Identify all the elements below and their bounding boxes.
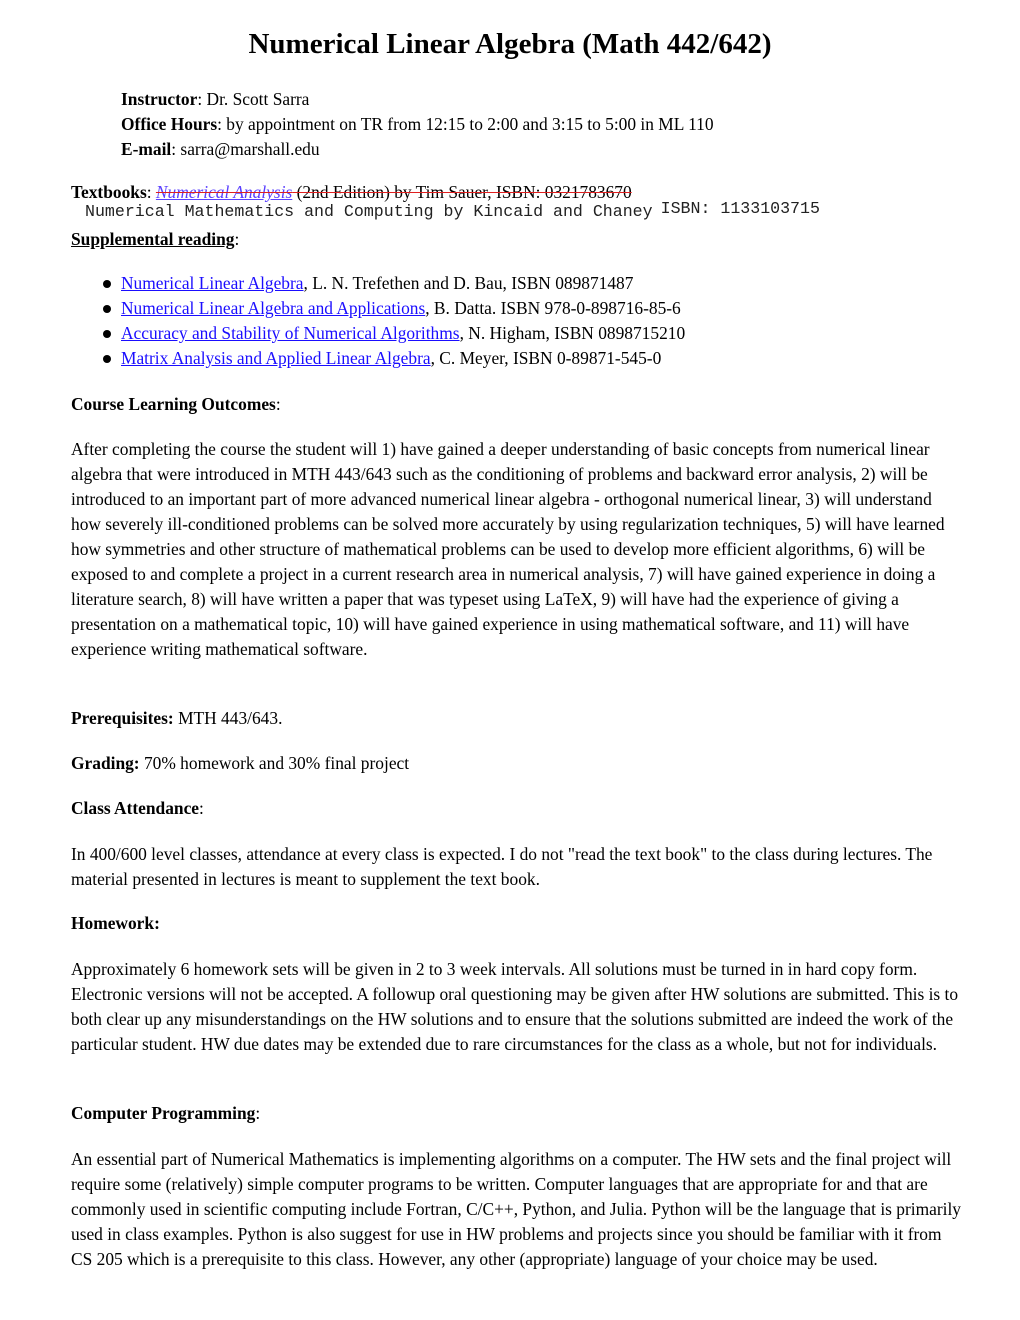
bullet-icon bbox=[103, 305, 111, 313]
grading-line: Grading: 70% homework and 30% final project bbox=[71, 753, 410, 773]
reading-link[interactable]: Numerical Linear Algebra and Applications bbox=[121, 298, 426, 318]
prerequisites-line: Prerequisites: MTH 443/643. bbox=[71, 708, 283, 728]
reading-link[interactable]: Numerical Linear Algebra bbox=[121, 273, 304, 293]
homework-text: Approximately 6 homework sets will be given in 2 to 3 week intervals. All solutions must be turned in in hard copy form. Electronic versions will not be accepted. A followup oral questioning may be given after HW solutions are submitted. This is to both clear up any misunderstandings on the HW solutions and to ensure that the solutions submitted are indeed the work of the particular student. HW due dates may be extended due to rare circumstances for the class as a whole, but not for individuals. bbox=[71, 959, 959, 1054]
supplemental-heading: Supplemental reading: bbox=[71, 229, 240, 249]
reading-link[interactable]: Matrix Analysis and Applied Linear Algebra bbox=[121, 348, 431, 368]
list-item: Accuracy and Stability of Numerical Algorithms, N. Higham, ISBN 0898715210 bbox=[71, 321, 685, 346]
outcomes-text: After completing the course the student will 1) have gained a deeper understanding of basic concepts from numerical linear algebra that were introduced in MTH 443/643 such as the conditioning of problems and backward error analysis, 2) will be introduced to an important part of more advanced numerical linear algebra - orthogonal numerical linear, 3) will understand how severely ill-conditioned problems can be solved more accurately by using regularization techniques, 5) will have learned how symmetries and other structure of mathematical problems can be used to develop more efficient algorithms, 6) will be exposed to and complete a project in a current research area in numerical analysis, 7) will have gained experience in doing a literature search, 8) will have written a paper that was typeset using LaTeX, 9) will have had the experience of giving a presentation on a mathematical topic, 10) will have gained experience in using mathematical software, and 11) will have experience writing mathematical software. bbox=[71, 439, 945, 659]
list-item: Matrix Analysis and Applied Linear Algebra, C. Meyer, ISBN 0-89871-545-0 bbox=[71, 346, 685, 371]
old-textbook-link[interactable]: Numerical Analysis bbox=[155, 182, 293, 202]
attendance-heading: Class Attendance: bbox=[71, 798, 204, 818]
bullet-icon bbox=[103, 280, 111, 288]
old-textbook: Numerical Analysis (2nd Edition) by Tim Sauer, ISBN: 0321783670 bbox=[155, 182, 632, 202]
textbooks-line: Textbooks: Numerical Analysis (2nd Edition) by Tim Sauer, ISBN: 0321783670 bbox=[71, 182, 632, 202]
bullet-icon bbox=[103, 330, 111, 338]
page-title: Numerical Linear Algebra (Math 442/642) bbox=[248, 28, 772, 60]
programming-text: An essential part of Numerical Mathematics is implementing algorithms on a computer. The HW sets and the final project will require some (relatively) simple computer programs to be written. Computer languages that are appropriate for and that are commonly used in scientific computing include Fortran, C/C++, Python, and Julia. Python will be the language that is primarily used in class examples. Python is also suggest for use in HW problems and projects since you should be familiar with it from CS 205 which is a prerequisite to this class. However, any other (appropriate) language of your choice may be used. bbox=[71, 1149, 961, 1269]
textbooks-label: Textbooks bbox=[71, 182, 147, 202]
new-textbook: Numerical Mathematics and Computing by Kincaid and Chaney ISBN: 1133103715 bbox=[85, 199, 820, 221]
instructor-line: Instructor: Dr. Scott Sarra bbox=[121, 89, 310, 109]
bullet-icon bbox=[103, 355, 111, 363]
reading-list bbox=[71, 271, 685, 371]
attendance-text: In 400/600 level classes, attendance at every class is expected. I do not "read the text book" to the class during lectures. The material presented in lectures is meant to supplement the text book. bbox=[71, 844, 933, 889]
list-item: Numerical Linear Algebra and Applications, B. Datta. ISBN 978-0-898716-85-6 bbox=[71, 296, 685, 321]
new-textbook-isbn: ISBN: 1133103715 bbox=[660, 199, 820, 218]
homework-heading: Homework: bbox=[71, 913, 160, 933]
instructor-info bbox=[121, 87, 714, 162]
email-line: E-mail: sarra@marshall.edu bbox=[121, 139, 320, 159]
office-hours-line: Office Hours: by appointment on TR from 12:15 to 2:00 and 3:15 to 5:00 in ML 110 bbox=[121, 114, 714, 134]
reading-link[interactable]: Accuracy and Stability of Numerical Algorithms bbox=[121, 323, 460, 343]
list-item: Numerical Linear Algebra, L. N. Trefethen and D. Bau, ISBN 089871487 bbox=[71, 271, 685, 296]
outcomes-heading: Course Learning Outcomes: bbox=[71, 394, 281, 414]
programming-heading: Computer Programming: bbox=[71, 1103, 261, 1123]
